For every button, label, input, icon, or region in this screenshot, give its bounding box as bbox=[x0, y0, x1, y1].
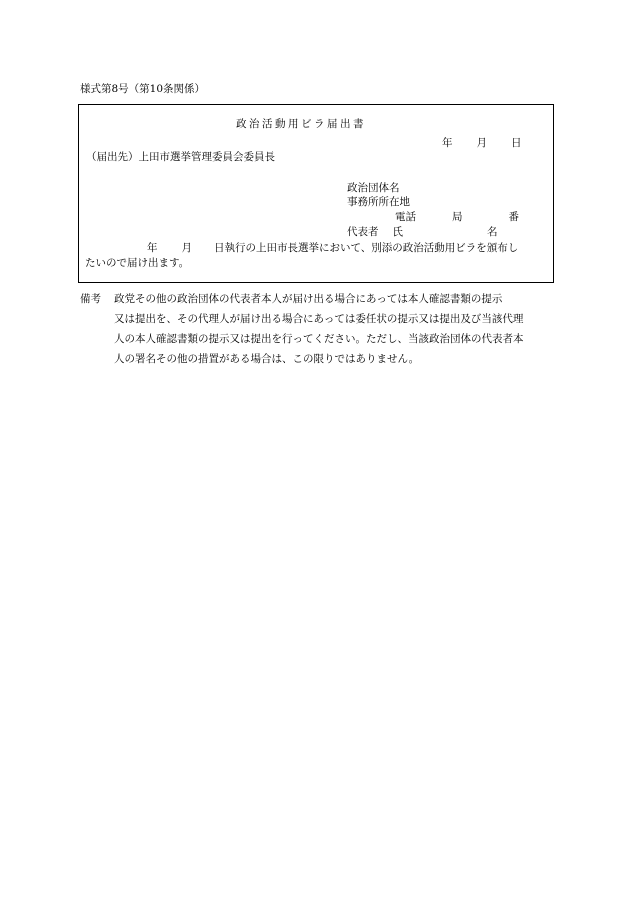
form-title: 政治活動用ビラ届出書 bbox=[236, 118, 366, 130]
date-day: 日 bbox=[511, 137, 522, 149]
body-year: 年 bbox=[147, 242, 158, 254]
date-month: 月 bbox=[476, 137, 487, 149]
date-line bbox=[442, 138, 522, 149]
rep-label: 代表者 bbox=[347, 226, 379, 238]
body-text-1: 日執行の上田市長選挙において、別添の政治活動用ビラを頒布し bbox=[214, 242, 519, 254]
representative-line bbox=[347, 227, 498, 238]
addressee: （届出先）上田市選挙管理委員会委員長 bbox=[86, 151, 275, 163]
note-line-1 bbox=[80, 294, 554, 314]
phone-label: 電話 bbox=[395, 211, 416, 223]
notes bbox=[80, 294, 554, 374]
org-name-label: 政治団体名 bbox=[347, 182, 400, 194]
form-label: 様式第8号（第10条関係） bbox=[80, 83, 206, 95]
body-line-1 bbox=[147, 243, 518, 254]
phone-office: 局 bbox=[452, 211, 463, 223]
body-line-2: たいので届け出ます。 bbox=[85, 257, 190, 269]
note-line-2: 又は提出を、その代理人が届け出る場合にあっては委任状の提示又は提出及び当該代理 bbox=[114, 313, 524, 325]
date-year: 年 bbox=[442, 137, 453, 149]
note-line-3: 人の本人確認書類の提示又は提出を行ってください。ただし、当該政治団体の代表者本 bbox=[114, 333, 524, 345]
name-last: 名 bbox=[487, 226, 498, 238]
note-line-4: 人の署名その他の措置がある場合は、この限りではありません。 bbox=[114, 353, 420, 365]
phone-number: 番 bbox=[508, 211, 519, 223]
name-first: 氏 bbox=[392, 226, 403, 238]
phone-line bbox=[395, 212, 519, 223]
note-text-1: 政党その他の政治団体の代表者本人が届け出る場合にあっては本人確認書類の提示 bbox=[114, 293, 503, 305]
notes-label: 備考 bbox=[80, 293, 101, 305]
office-label: 事務所所在地 bbox=[347, 196, 410, 208]
body-month: 月 bbox=[181, 242, 192, 254]
